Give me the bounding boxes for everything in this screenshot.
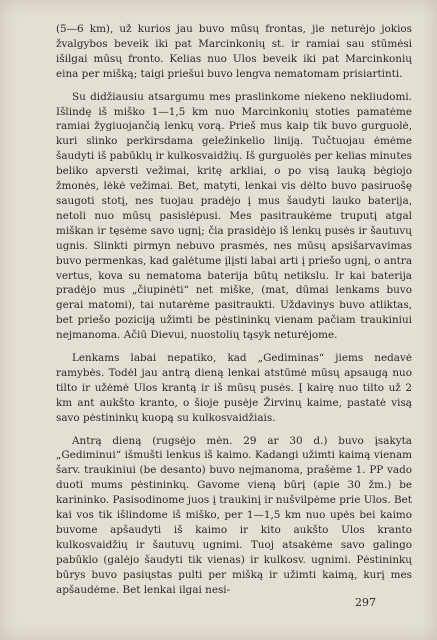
page-number: 297 [355, 596, 376, 609]
body-text [56, 22, 412, 598]
paragraph-1: (5—6 km), už kurios jau buvo mūsų frontas, jie neturėjo jokios žvalgybos beveik iki pat Marcinkonių st. ir ramiai sau stūmėsi išilgai mūsų fronto. Kelias nuo Ulos beveik iki pat Marcinkonių eina per mišką; taigi priešui buvo lengva nematomam prisiartinti. [56, 23, 412, 80]
paragraph-2: Su didžiausiu atsargumu mes praslinkome niekeno nekliudomi. Išlindę iš miško 1—1,5 km nuo Marcinkonių stoties pamatėme ramiai žygiuojančią lenkų vorą. Prieš mus kaip tik buvo gurguolė, kuri slinko perkirsdama geležinkelio liniją. Tučtuojau ėmėme šaudyti iš pabūklų ir kulkosvaidžių. Iš gurguolės per kelias minutes beliko apversti vežimai, kritę arkliai, o po visą lauką bėgiojo žmonės, lėkė vežimai. Bet, matyti, lenkai vis dėlto buvo pasiruošę saugoti stotį, nes tuojau pradėjo į mus šaudyti lauko baterija, netoli nuo mūsų pasislėpusi. Mes pasitraukėme truputį atgal miškan ir tęsėme savo ugnį; čia prasidėjo iš lenkų pusės ir šautuvų ugnis. Slinkti pirmyn nebuvo prasmės, nes mūsų apsišarvavimas buvo permenkas, kad galėtume įlįsti labai arti į priešo ugnį, o antra vertus, kova su nematoma baterija būtų netikslu. Ir kai baterija pradėjo mus „čiupinėti“ net miške, (mat, dūmai lenkams buvo gerai matomi), tai nutarėme pasitraukti. Uždavinys buvo atliktas, bet priešo poziciją užimti be pėstininkų vienam pačiam traukiniui nejmanoma. Ačiū Dievui, nuostolių tąsyk neturėjome. [56, 90, 413, 342]
paragraph-4: Antrą dieną (rugsėjo mėn. 29 ar 30 d.) buvo įsakyta „Gediminui“ išmušti lenkus iš kaimo. Kadangi užimti kaimą vienam šarv. traukiniui (be desanto) buvo nejmanoma, prašėme 1. PP vado duoti mums pėstininkų. Gavome vieną būrį (apie 30 žm.) be karininko. Pasisodinome juos į traukinį ir nušvilpėme prie Ulos. Bet kai vos tik išlindome iš miško, per 1—1,5 km nuo upės bei kaimo buvome apšaudyti iš kaimo ir kito aukšto Ulos kranto kulkosvaidžių ir šautuvų ugnimi. Tuoj atsakėme savo galingo pabūklo (galėjo šaudyti tik vienas) ir kulkosv. ugnimi. Pėstininkų būrys buvo pasiųstas pulti per mišką ir užimti kaimą, kurį mes apšaudėme. Bet lenkai ilgai nesi- [56, 434, 412, 596]
paragraph-3: Lenkams labai nepatiko, kad „Gediminas“ jiems nedavė ramybės. Todėl jau antrą dieną lenkai atstūmė mūsų apsaugą nuo tilto ir užėmė Ulos krantą ir iš mūsų pusės. Į kairę nuo tilto už 2 km ant aukšto kranto, o šioje pusėje Žirvinų kaime, pastatė visą savo pėstininkų kuopą su kulkosvaidžiais. [56, 352, 412, 424]
